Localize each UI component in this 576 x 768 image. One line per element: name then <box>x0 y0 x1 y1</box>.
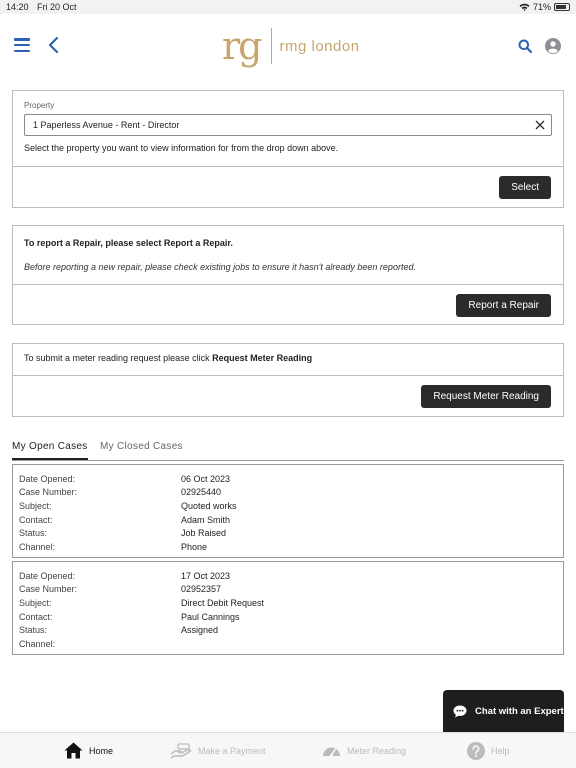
case-subject: Quoted works <box>181 500 237 511</box>
property-help-text: Select the property you want to view information for from the drop down above. <box>24 143 339 153</box>
tab-closed-cases[interactable]: My Closed Cases <box>100 441 183 452</box>
chat-label: Chat with an Expert <box>475 705 564 717</box>
case-key: Channel: <box>19 541 56 552</box>
case-row-channel <box>19 540 557 554</box>
repair-title: To report a Repair, please select Report a Repair. <box>24 238 233 248</box>
tab-help[interactable] <box>467 742 510 760</box>
home-icon <box>64 742 83 759</box>
status-bar <box>0 0 576 14</box>
wifi-icon <box>519 3 530 11</box>
case-channel: Phone <box>181 541 208 552</box>
status-left <box>6 2 83 12</box>
case-date-opened: 17 Oct 2023 <box>181 570 231 581</box>
case-row-date <box>19 569 557 583</box>
tab-open-cases[interactable]: My Open Cases <box>12 441 88 452</box>
help-question-icon <box>467 742 485 760</box>
case-contact: Adam Smith <box>181 514 231 525</box>
case-contact: Paul Cannings <box>181 611 240 622</box>
tab-home-label: Home <box>89 745 114 756</box>
case-key: Status: <box>19 625 48 636</box>
case-status: Job Raised <box>181 528 227 539</box>
case-key: Subject: <box>19 500 52 511</box>
status-date: Fri 20 Oct <box>37 2 77 12</box>
repair-card-body <box>13 226 563 284</box>
case-row-subject <box>19 499 557 513</box>
payment-hand-icon <box>170 743 192 759</box>
status-time: 14:20 <box>6 2 29 12</box>
case-key: Contact: <box>19 514 53 525</box>
meter-card-body <box>13 344 563 375</box>
case-key: Date Opened: <box>19 570 76 581</box>
case-key: Channel: <box>19 638 56 649</box>
property-card-footer <box>13 166 563 208</box>
meter-card-footer <box>13 375 563 417</box>
back-chevron-icon[interactable] <box>46 36 62 54</box>
battery-percent: 71% <box>532 2 551 12</box>
select-button[interactable]: Select <box>499 176 551 199</box>
property-card <box>12 90 564 208</box>
case-status: Assigned <box>181 625 219 636</box>
meter-text <box>24 353 552 363</box>
chat-with-expert-button[interactable] <box>443 690 564 732</box>
gauge-icon <box>322 743 341 759</box>
case-row-number <box>19 486 557 500</box>
cases-tabs <box>12 438 564 461</box>
case-key: Case Number: <box>19 487 78 498</box>
battery-icon <box>554 3 570 11</box>
menu-icon[interactable] <box>14 38 30 52</box>
search-icon[interactable] <box>518 39 532 53</box>
case-row-contact <box>19 513 557 527</box>
logo-divider <box>271 28 272 64</box>
tab-meter-reading-label: Meter Reading <box>347 745 407 756</box>
case-number: 02952357 <box>181 584 222 595</box>
case-key: Status: <box>19 528 48 539</box>
meter-card <box>12 343 564 417</box>
meter-text-bold: Request Meter Reading <box>212 353 313 363</box>
case-key: Date Opened: <box>19 473 76 484</box>
app-header <box>0 14 576 78</box>
case-card[interactable] <box>12 464 564 558</box>
repair-note: Before reporting a new repair, please check existing jobs to ensure it hasn't already been reported. <box>24 262 416 272</box>
logo-text: rmg london <box>279 37 360 55</box>
case-row-status <box>19 526 557 540</box>
case-row-subject <box>19 596 557 610</box>
report-repair-button[interactable]: Report a Repair <box>456 294 551 317</box>
property-select[interactable] <box>24 114 552 136</box>
status-right <box>519 2 570 12</box>
case-key: Case Number: <box>19 584 78 595</box>
logo-mark: rg <box>222 24 261 68</box>
property-label: Property <box>24 101 55 110</box>
tab-meter-reading[interactable] <box>322 743 406 759</box>
tab-make-payment[interactable] <box>170 743 266 759</box>
repair-card <box>12 225 564 325</box>
case-card[interactable] <box>12 561 564 655</box>
tab-home[interactable] <box>64 742 113 759</box>
request-meter-reading-button[interactable]: Request Meter Reading <box>421 385 551 408</box>
rmg-london-logo <box>222 20 360 72</box>
case-subject: Direct Debit Request <box>181 597 265 608</box>
clear-icon[interactable] <box>535 120 545 130</box>
case-date-opened: 06 Oct 2023 <box>181 473 231 484</box>
tab-make-payment-label: Make a Payment <box>198 745 266 756</box>
case-row-channel <box>19 637 557 651</box>
case-key: Contact: <box>19 611 53 622</box>
case-row-status <box>19 623 557 637</box>
case-row-contact <box>19 610 557 624</box>
user-account-icon[interactable] <box>545 38 561 54</box>
bottom-tab-bar <box>0 732 576 768</box>
case-number: 02925440 <box>181 487 222 498</box>
tab-help-label: Help <box>491 745 510 756</box>
meter-text-plain: To submit a meter reading request please click <box>24 353 213 363</box>
property-select-value: 1 Paperless Avenue - Rent - Director <box>33 120 180 130</box>
chat-bubble-icon <box>453 705 467 718</box>
repair-card-footer <box>13 284 563 326</box>
case-row-date <box>19 472 557 486</box>
case-key: Subject: <box>19 597 52 608</box>
property-card-body <box>13 91 563 166</box>
case-row-number <box>19 583 557 597</box>
